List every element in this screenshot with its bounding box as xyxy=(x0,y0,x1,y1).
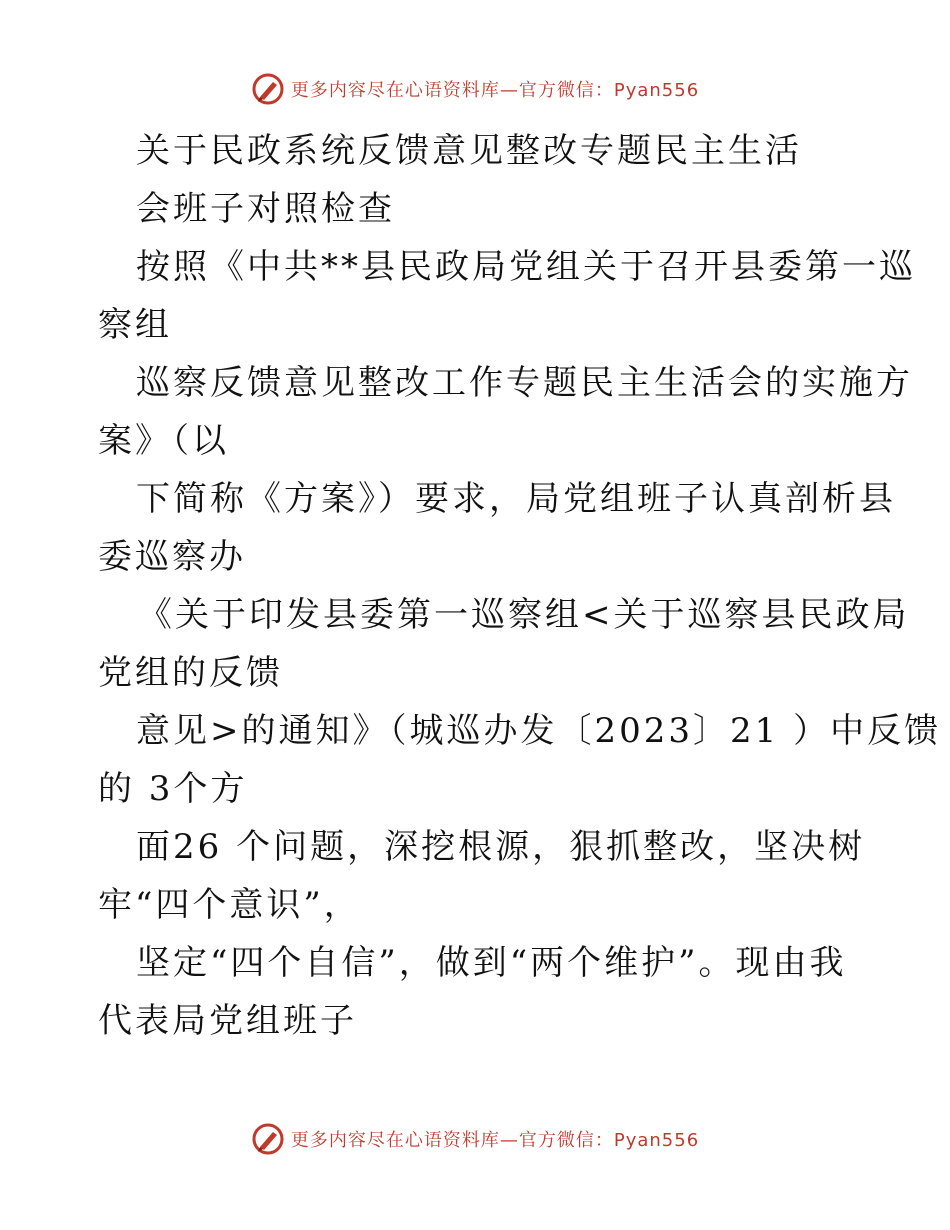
paragraph-line: 《关于印发县委第一巡察组<关于巡察县民政局 xyxy=(138,595,910,635)
watermark xyxy=(251,72,699,106)
watermark xyxy=(251,1122,699,1156)
pen-logo-icon xyxy=(251,72,285,106)
paragraph-line: 的 3个方 xyxy=(98,769,248,809)
paragraph-line: 按照《中共**县民政局党组关于召开县委第一巡 xyxy=(136,247,916,287)
paragraph-line: 党组的反馈 xyxy=(98,653,283,693)
paragraph-line: 面26 个问题，深挖根源，狠抓整改，坚决树 xyxy=(136,827,866,867)
watermark-text: 更多内容尽在心语资料库—官方微信：Pyan556 xyxy=(290,80,700,101)
watermark-text: 更多内容尽在心语资料库—官方微信：Pyan556 xyxy=(290,1130,700,1151)
header-watermark xyxy=(0,72,950,106)
paragraph-line: 意见>的通知》（城巡办发〔2023〕21 ）中反馈 xyxy=(136,711,942,751)
paragraph-line: 牢“四个意识”， xyxy=(98,885,361,925)
paragraph-line: 察组 xyxy=(98,305,172,345)
paragraph-line: 巡察反馈意见整改工作专题民主生活会的实施方 xyxy=(136,363,913,403)
title-line-2: 会班子对照检查 xyxy=(136,189,395,229)
document-body xyxy=(98,122,942,1050)
paragraph-line: 下简称《方案》）要求，局党组班子认真剖析县 xyxy=(136,479,896,519)
footer-watermark xyxy=(0,1122,950,1156)
pen-logo-icon xyxy=(251,1122,285,1156)
paragraph-line: 委巡察办 xyxy=(98,537,246,577)
paragraph-line: 坚定“四个自信”，做到“两个维护”。现由我 xyxy=(136,943,847,983)
paragraph-line: 代表局党组班子 xyxy=(98,1001,357,1041)
title-line-1: 关于民政系统反馈意见整改专题民主生活 xyxy=(136,131,802,171)
paragraph-line: 案》（以 xyxy=(98,421,229,461)
